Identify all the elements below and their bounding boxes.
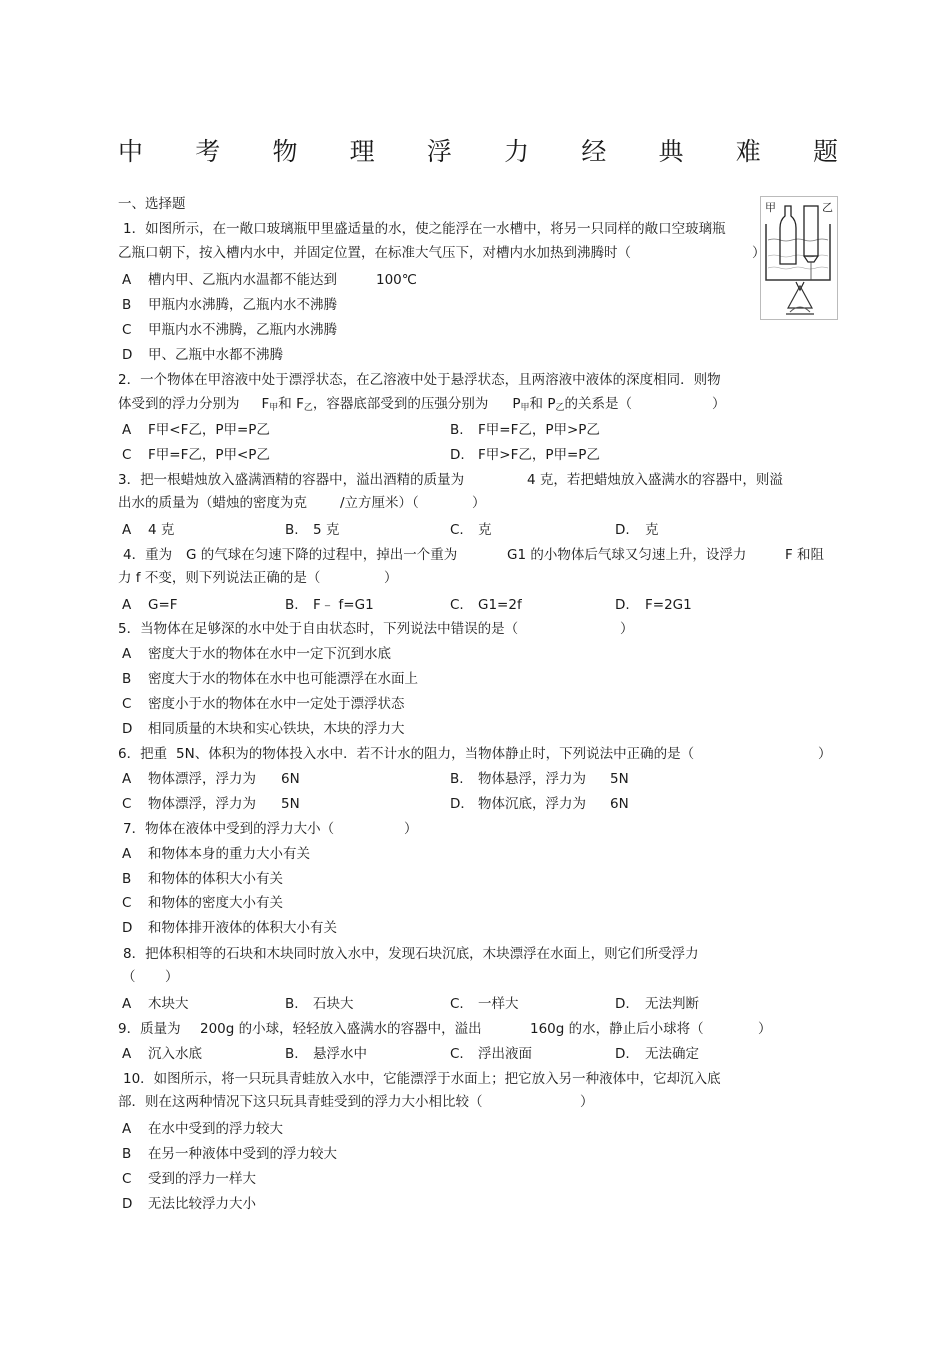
q10-option-b-text: 在另一种液体中受到的浮力较大 — [148, 1146, 337, 1162]
q6-option-b-letter: B. — [450, 771, 464, 787]
q10-option-c-letter: C — [122, 1171, 132, 1187]
q7-close-paren: ） — [404, 821, 418, 837]
q8-option-d-letter: D. — [615, 996, 630, 1012]
q1-option-a-value: 100℃ — [376, 272, 417, 288]
q2-option-d-text: F甲>F乙，P甲=P乙 — [478, 447, 600, 463]
q2-option-b-letter: B. — [450, 422, 464, 438]
q7-option-c-letter: C — [122, 895, 132, 911]
q10-option-a-text: 在水中受到的浮力较大 — [148, 1121, 283, 1137]
q3-option-b-text: 5 克 — [313, 522, 340, 538]
q5-close-paren: ） — [620, 621, 634, 637]
q7-option-b-letter: B — [122, 871, 132, 887]
q10-line1: 10．如图所示，将一只玩具青蛙放入水中，它能漂浮于水面上；把它放入另一种液体中，它却沉入底 — [123, 1071, 721, 1087]
q4-option-a-text: G=F — [148, 597, 178, 613]
title-char: 中 — [118, 137, 144, 166]
q9-option-b-text: 悬浮水中 — [313, 1046, 367, 1062]
q9-option-a-letter: A — [122, 1046, 132, 1062]
q2-symbol-f: F — [261, 396, 270, 412]
q5-line1: 5．当物体在足够深的水中处于自由状态时，下列说法中错误的是（ — [118, 621, 519, 637]
q4-line1d: F 和阻 — [785, 547, 825, 563]
q3-option-c-text: 克 — [478, 522, 492, 538]
q9-option-a-text: 沉入水底 — [148, 1046, 202, 1062]
q10-option-d-letter: D — [122, 1196, 133, 1212]
q3-option-c-letter: C. — [450, 522, 464, 538]
q10-option-a-letter: A — [122, 1121, 132, 1137]
q8-option-a-letter: A — [122, 996, 132, 1012]
q9-option-c-text: 浮出液面 — [478, 1046, 532, 1062]
q8-option-d-text: 无法判断 — [645, 996, 699, 1012]
q4-option-c-letter: C. — [450, 597, 464, 613]
q3-line1b: 4 克，若把蜡烛放入盛满水的容器中，则溢 — [527, 472, 783, 488]
title-char: 典 — [658, 137, 684, 166]
q4-line2a: 力 f 不变，则下列说法正确的是（ — [118, 570, 321, 586]
q2-sub-jia: 甲 — [269, 403, 279, 413]
q1-option-d-text: 甲、乙瓶中水都不沸腾 — [148, 347, 283, 363]
q3-close-paren: ） — [472, 495, 486, 511]
q6-option-a-text: 物体漂浮，浮力为 — [148, 771, 256, 787]
q4-option-d-text: F=2G1 — [645, 597, 692, 613]
q5-option-d-letter: D — [122, 721, 133, 737]
q9-line1c: 160g 的水，静止后小球将（ — [530, 1021, 704, 1037]
q10-option-c-text: 受到的浮力一样大 — [148, 1171, 256, 1187]
q2-line2-part: 和 F — [278, 396, 304, 412]
q6-option-d-text: 物体沉底，浮力为 — [478, 796, 586, 812]
q6-line1b: 5N、体积为的物体投入水中．若不计水的阻力，当物体静止时，下列说法中正确的是（ — [176, 746, 695, 762]
q8-option-b-letter: B. — [285, 996, 299, 1012]
q2-line2-part: ，容器底部受到的压强分别为 — [312, 396, 489, 412]
q3-option-d-text: 克 — [645, 522, 659, 538]
title-char: 经 — [581, 137, 607, 166]
q2-line2-part: 和 P — [529, 396, 556, 412]
q2-option-d-letter: D. — [450, 447, 465, 463]
q2-sub-yi: 乙 — [303, 403, 313, 413]
q8-close-paren: ） — [165, 969, 179, 985]
q8-line1: 8．把体积相等的石块和木块同时放入水中，发现石块沉底，木块漂浮在水面上，则它们所受浮力 — [123, 946, 699, 962]
q5-option-d-text: 相同质量的木块和实心铁块，木块的浮力大 — [148, 721, 405, 737]
q10-close-paren: ） — [580, 1094, 594, 1110]
q4-option-b-text: F﹣ f=G1 — [313, 597, 374, 613]
q3-option-a-letter: A — [122, 522, 132, 538]
q6-option-c-text: 物体漂浮，浮力为 — [148, 796, 256, 812]
q9-line1b: 200g 的小球，轻轻放入盛满水的容器中，溢出 — [200, 1021, 482, 1037]
title-char: 题 — [812, 137, 838, 166]
q2-option-c-letter: C — [122, 447, 132, 463]
title-char: 难 — [735, 137, 761, 166]
q1-option-a-text: 槽内甲、乙瓶内水温都不能达到 — [148, 272, 337, 288]
q1-option-b-text: 甲瓶内水沸腾，乙瓶内水不沸腾 — [148, 297, 337, 313]
bottles-in-tank-icon — [760, 196, 838, 320]
q1-option-d-letter: D — [122, 347, 133, 363]
q2-line2-part: 体受到的浮力分别为 — [118, 396, 240, 412]
figure-label-yi: 乙 — [822, 201, 833, 214]
q1-option-b-letter: B — [122, 297, 132, 313]
q3-option-b-letter: B. — [285, 522, 299, 538]
q1-option-a-letter: A — [122, 272, 132, 288]
q6-option-c-letter: C — [122, 796, 132, 812]
q1-line2: 乙瓶口朝下，按入槽内水中，并固定位置，在标准大气压下，对槽内水加热到沸腾时（ — [118, 245, 631, 261]
q7-option-b-text: 和物体的体积大小有关 — [148, 871, 283, 887]
q6-option-c-value: 5N — [281, 796, 300, 812]
q10-option-b-letter: B — [122, 1146, 132, 1162]
q8-option-a-text: 木块大 — [148, 996, 189, 1012]
q3-line2b: /立方厘米）（ — [340, 495, 419, 511]
q5-option-c-letter: C — [122, 696, 132, 712]
q10-line2: 部．则在这两种情况下这只玩具青蛙受到的浮力大小相比较（ — [118, 1094, 483, 1110]
q6-close-paren: ） — [818, 746, 832, 762]
page-title — [118, 132, 838, 168]
q7-line1: 7．物体在液体中受到的浮力大小（ — [123, 821, 335, 837]
q2-close-paren: ） — [712, 396, 726, 412]
q3-option-a-text: 4 克 — [148, 522, 175, 538]
q9-option-d-letter: D. — [615, 1046, 630, 1062]
q6-option-b-text: 物体悬浮，浮力为 — [478, 771, 586, 787]
q3-line2a: 出水的质量为（蜡烛的密度为克 — [118, 495, 307, 511]
q5-option-a-text: 密度大于水的物体在水中一定下沉到水底 — [148, 646, 391, 662]
q5-option-b-text: 密度大于水的物体在水中也可能漂浮在水面上 — [148, 671, 418, 687]
title-char: 力 — [504, 137, 530, 166]
q2-symbol-p: P — [512, 396, 521, 412]
q3-line1a: 3．把一根蜡烛放入盛满酒精的容器中，溢出酒精的质量为 — [118, 472, 465, 488]
q3-option-d-letter: D. — [615, 522, 630, 538]
q7-option-a-letter: A — [122, 846, 132, 862]
q6-option-d-letter: D． — [450, 796, 474, 812]
q5-option-a-letter: A — [122, 646, 132, 662]
q9-option-b-letter: B. — [285, 1046, 299, 1062]
q10-option-d-text: 无法比较浮力大小 — [148, 1196, 256, 1212]
q4-line1a: 4．重为 — [123, 547, 173, 563]
title-char: 考 — [195, 137, 221, 166]
q2-option-a-letter: A — [122, 422, 132, 438]
q2-option-a-text: F甲<F乙，P甲=P乙 — [148, 422, 270, 438]
q7-option-d-letter: D — [122, 920, 133, 936]
q2-option-b-text: F甲=F乙，P甲>P乙 — [478, 422, 600, 438]
q4-option-b-letter: B. — [285, 597, 299, 613]
q4-option-a-letter: A — [122, 597, 132, 613]
q5-option-c-text: 密度小于水的物体在水中一定处于漂浮状态 — [148, 696, 405, 712]
q2-sub-yi: 乙 — [555, 403, 565, 413]
q6-option-b-value: 5N — [610, 771, 629, 787]
q2-sub-jia: 甲 — [520, 403, 530, 413]
q2-line2-part: 的关系是（ — [564, 396, 632, 412]
q6-option-a-value: 6N — [281, 771, 300, 787]
title-char: 物 — [272, 137, 298, 166]
q9-close-paren: ） — [758, 1021, 772, 1037]
q5-option-b-letter: B — [122, 671, 132, 687]
q1-line1: 1．如图所示，在一敞口玻璃瓶甲里盛适量的水，使之能浮在一水槽中，将另一只同样的敞口空玻璃瓶 — [123, 221, 726, 237]
q1-close-paren: ） — [752, 245, 766, 261]
section-heading: 一、选择题 — [118, 196, 186, 212]
q1-option-c-letter: C — [122, 322, 132, 338]
title-char: 浮 — [426, 137, 452, 166]
title-char: 理 — [349, 137, 375, 166]
q8-option-b-text: 石块大 — [313, 996, 354, 1012]
q6-option-d-value: 6N — [610, 796, 629, 812]
q2-line1: 2．一个物体在甲溶液中处于漂浮状态，在乙溶液中处于悬浮状态，且两溶液中液体的深度相同．则物 — [118, 372, 721, 388]
bottles-figure — [760, 196, 838, 320]
q8-open-paren: （ — [122, 969, 136, 985]
q9-option-c-letter: C. — [450, 1046, 464, 1062]
q4-line1b: G 的气球在匀速下降的过程中，掉出一个重为 — [186, 547, 458, 563]
figure-label-jia: 甲 — [765, 201, 776, 214]
q8-option-c-letter: C. — [450, 996, 464, 1012]
q4-line1c: G1 的小物体后气球又匀速上升，设浮力 — [507, 547, 747, 563]
q8-option-c-text: 一样大 — [478, 996, 519, 1012]
q7-option-c-text: 和物体的密度大小有关 — [148, 895, 283, 911]
q6-line1a: 6．把重 — [118, 746, 168, 762]
q1-option-c-text: 甲瓶内水不沸腾，乙瓶内水沸腾 — [148, 322, 337, 338]
q7-option-d-text: 和物体排开液体的体积大小有关 — [148, 920, 337, 936]
q7-option-a-text: 和物体本身的重力大小有关 — [148, 846, 310, 862]
q4-option-c-text: G1=2f — [478, 597, 522, 613]
q9-option-d-text: 无法确定 — [645, 1046, 699, 1062]
q2-line2 — [118, 395, 632, 417]
q2-option-c-text: F甲=F乙，P甲<P乙 — [148, 447, 270, 463]
q4-option-d-letter: D. — [615, 597, 630, 613]
q9-line1a: 9．质量为 — [118, 1021, 181, 1037]
q4-close-paren: ） — [384, 570, 398, 586]
q6-option-a-letter: A — [122, 771, 132, 787]
